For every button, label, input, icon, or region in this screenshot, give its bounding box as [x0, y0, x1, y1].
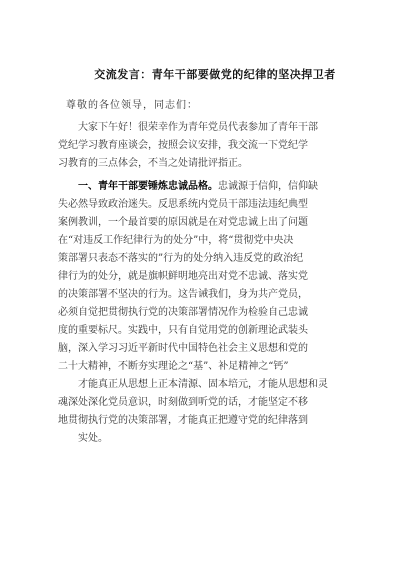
section-1-heading: 一、青年干部要锤炼忠诚品格。 [78, 181, 218, 192]
body-line: 必须自觉把贯彻执行党的决策部署情况作为检验自己忠诚 [58, 307, 308, 318]
body-line: 的决策部署不坚决的行为。这告诫我们，身为共产党员， [58, 289, 308, 300]
body-line: 魂深处深化党员意识，时刻做到听党的话，才能坚定不移 [58, 397, 308, 408]
section-1-paragraph [58, 178, 368, 448]
intro-line: 大家下午好！很荣幸作为青年党员代表参加了青年干部 [78, 122, 318, 133]
body-line: 脑，深入学习习近平新时代中国特色社会主义思想和党的 [58, 343, 308, 354]
body-line: 二十大精神，不断夯实理论之“基”、补足精神之“钙” [58, 361, 289, 372]
page-title: 交流发言：青年干部要做党的纪律的坚决捍卫者 [94, 68, 336, 81]
section-1-first-line-text: 忠诚源于信仰，信仰缺 [218, 181, 318, 192]
intro-paragraph [58, 119, 368, 173]
body-line: 失必然导致政治迷失。反思系统内党员干部违法违纪典型 [58, 199, 308, 210]
body-line: 才能真正从思想上正本清源、固本培元，才能从思想和灵 [78, 379, 328, 390]
body-line: 实处。 [78, 433, 108, 444]
body-line: 度的重要标尺。实践中，只有自觉用党的创新理论武装头 [58, 325, 308, 336]
intro-line: 习教育的三点体会，不当之处请批评指正。 [58, 158, 248, 169]
section-1-first-line [58, 178, 368, 196]
intro-line: 党纪学习教育座谈会，按照会议安排，我交流一下党纪学 [58, 140, 308, 151]
body-line: 策部署只表态不落实的”行为的处分纳入违反党的政治纪 [58, 253, 304, 264]
salutation: 尊敬的各位领导，同志们： [66, 100, 198, 111]
body-line: 在“对违反工作纪律行为的处分”中，将“贯彻党中央决 [58, 235, 294, 246]
body-line: 案例教训，一个最首要的原因就是在对党忠诚上出了问题 [58, 217, 308, 228]
body-line: 律行为的处分，就是旗帜鲜明地亮出对党不忠诚、落实党 [58, 271, 308, 282]
body-line: 地贯彻执行党的决策部署，才能真正把遵守党的纪律落到 [58, 415, 308, 426]
